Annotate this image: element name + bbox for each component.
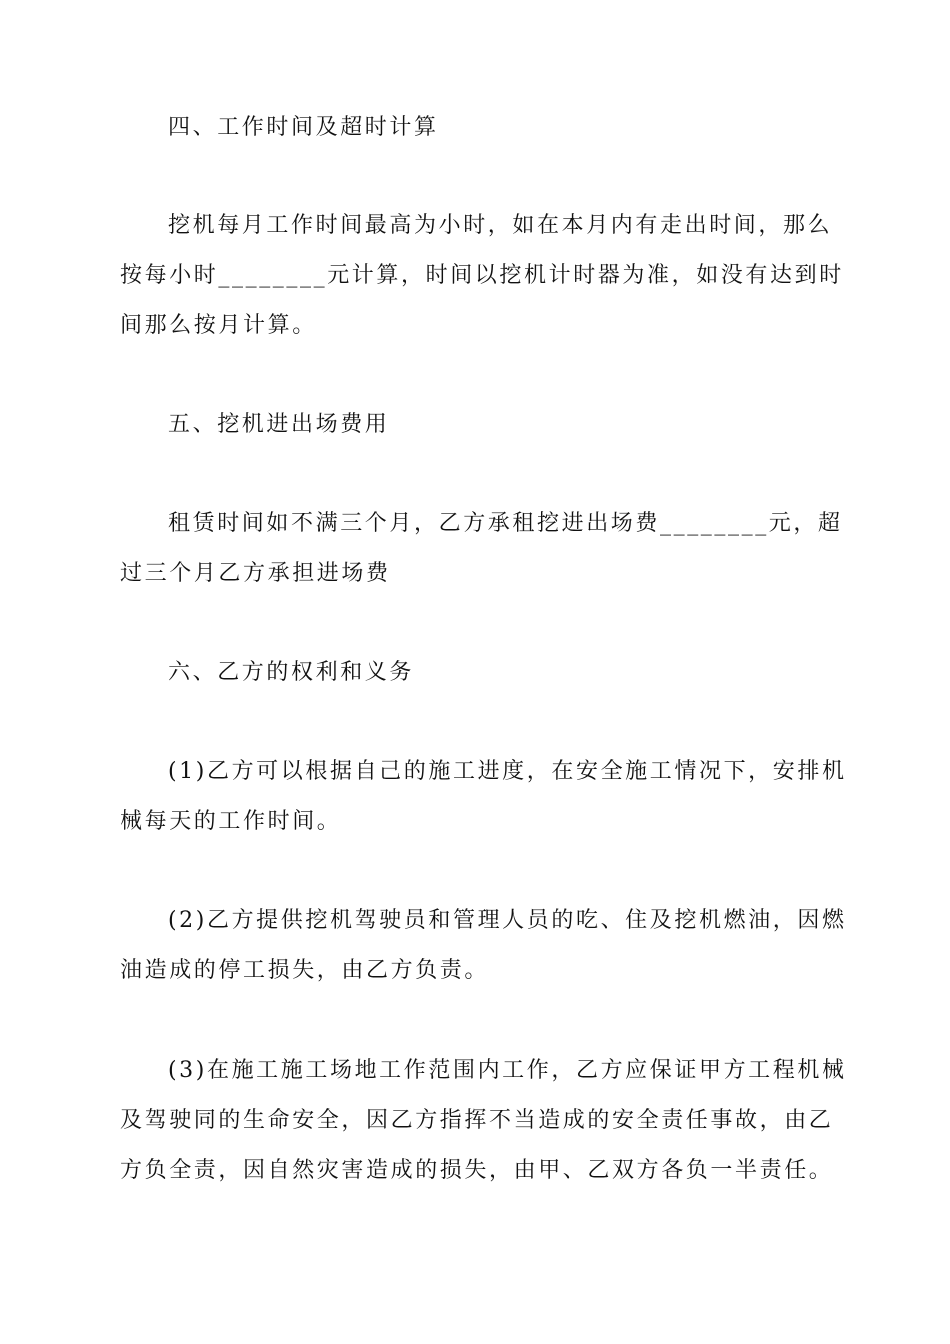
paragraph-line: 油造成的停工损失，由乙方负责。 bbox=[120, 958, 490, 983]
paragraph-line: 过三个月乙方承担进场费 bbox=[120, 561, 391, 586]
paragraph-line: (3)在施工施工场地工作范围内工作，乙方应保证甲方工程机械 bbox=[168, 1058, 847, 1083]
paragraph-line: 租赁时间如不满三个月，乙方承租挖进出场费________元，超 bbox=[168, 511, 843, 536]
paragraph-line: 间那么按月计算。 bbox=[120, 313, 317, 338]
paragraph-line: 挖机每月工作时间最高为小时，如在本月内有走出时间，那么 bbox=[168, 213, 833, 238]
paragraph-line: 按每小时________元计算，时间以挖机计时器为准，如没有达到时 bbox=[120, 263, 844, 288]
section-heading-4: 四、工作时间及超时计算 bbox=[168, 115, 439, 140]
section-heading-5: 五、挖机进出场费用 bbox=[168, 412, 390, 437]
paragraph-line: 械每天的工作时间。 bbox=[120, 809, 342, 834]
section-heading-6: 六、乙方的权利和义务 bbox=[168, 660, 415, 685]
paragraph-line: 及驾驶同的生命安全，因乙方指挥不当造成的安全责任事故，由乙 bbox=[120, 1108, 834, 1133]
paragraph-line: 方负全责，因自然灾害造成的损失，由甲、乙双方各负一半责任。 bbox=[120, 1158, 834, 1183]
paragraph-line: (2)乙方提供挖机驾驶员和管理人员的吃、住及挖机燃油，因燃 bbox=[168, 908, 847, 933]
paragraph-line: (1)乙方可以根据自己的施工进度，在安全施工情况下，安排机 bbox=[168, 759, 847, 784]
